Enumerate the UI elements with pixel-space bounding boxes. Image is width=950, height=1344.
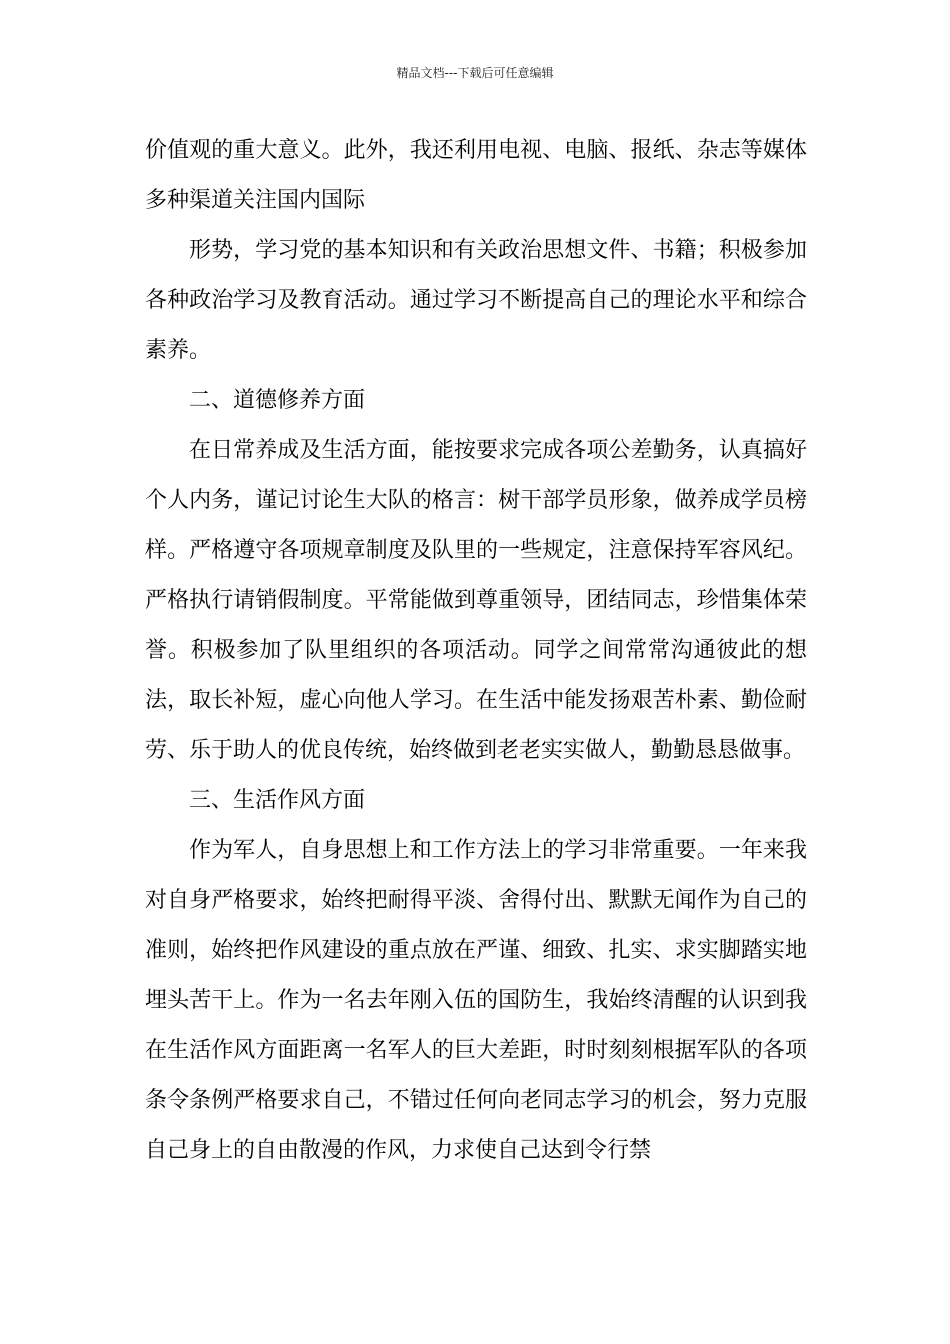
paragraph-moral: 在日常养成及生活方面，能按要求完成各项公差勤务，认真搞好个人内务，谨记讨论生大队的格言：树干部学员形象，做养成学员榜样。严格遵守各项规章制度及队里的一些规定，注意保持军容风纪。严格执行请销假制度。平常能做到尊重领导，团结同志，珍惜集体荣誉。积极参加了队里组织的各项活动。同学之间常常沟通彼此的想法，取长补短，虚心向他人学习。在生活中能发扬艰苦朴素、勤俭耐劳、乐于助人的优良传统，始终做到老老实实做人，勤勤恳恳做事。 <box>145 438 807 763</box>
section-heading-lifestyle: 三、生活作风方面 <box>189 788 366 813</box>
paragraph-continuation: 价值观的重大意义。此外，我还利用电视、电脑、报纸、杂志等媒体多种渠道关注国内国际 <box>145 138 807 213</box>
paragraph-lifestyle: 作为军人，自身思想上和工作方法上的学习非常重要。一年来我对自身严格要求，始终把耐得平淡、舍得付出、默默无闻作为自己的准则，始终把作风建设的重点放在严谨、细致、扎实、求实脚踏实地埋头苦干上。作为一名去年刚入伍的国防生，我始终清醒的认识到我在生活作风方面距离一名军人的巨大差距，时时刻刻根据军队的各项条令条例严格要求自己，不错过任何向老同志学习的机会，努力克服自己身上的自由散漫的作风，力求使自己达到令行禁 <box>145 838 807 1163</box>
page-header: 精品文档---下载后可任意编辑 <box>396 66 554 80</box>
paragraph-study: 形势，学习党的基本知识和有关政治思想文件、书籍；积极参加各种政治学习及教育活动。通过学习不断提高自己的理论水平和综合素养。 <box>145 238 807 363</box>
document-body <box>145 126 807 1176</box>
section-heading-moral: 二、道德修养方面 <box>189 388 366 413</box>
